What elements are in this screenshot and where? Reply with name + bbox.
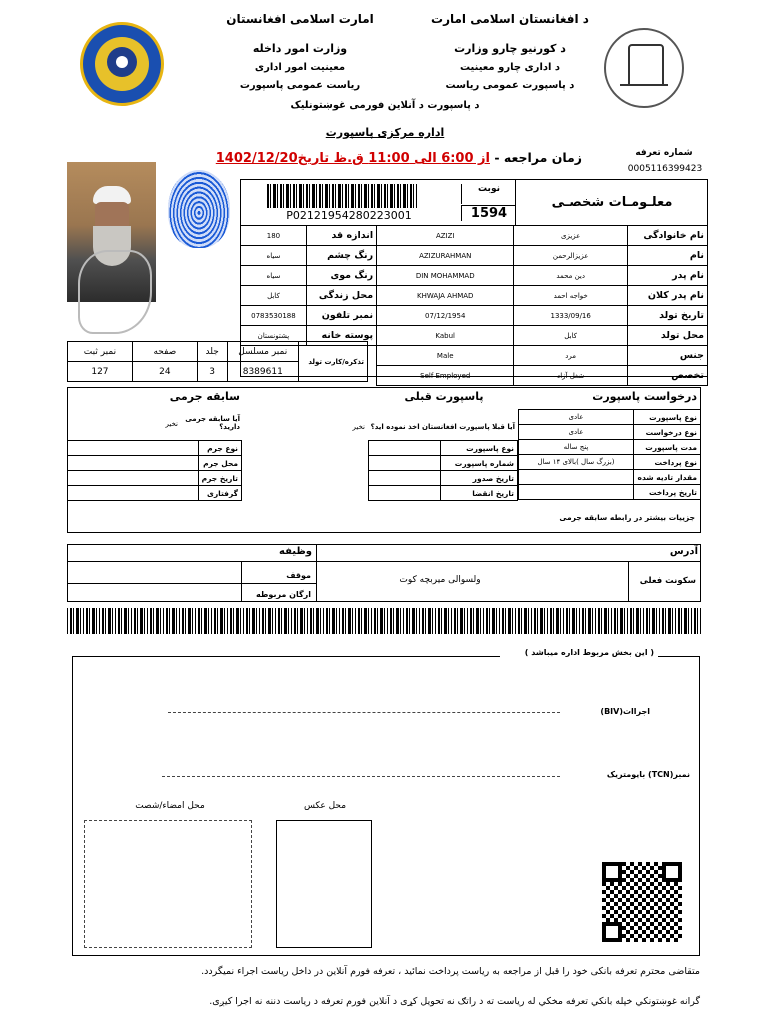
row-label: نوع پاسپورت: [634, 410, 701, 425]
personal-row: [241, 306, 708, 326]
signature-label: محل امضاء/شصت: [135, 801, 205, 811]
registration-barcode: [267, 184, 417, 208]
personal-dari-value: شغل آزاد: [514, 366, 628, 386]
header-right-line2: د اداری چارو معینیت: [459, 62, 561, 73]
photo-placeholder: [276, 820, 372, 948]
personal-latin-value: AZIZURAHMAN: [377, 246, 514, 266]
personal-latin-value: 07/12/1954: [377, 306, 514, 326]
personal-label: نام: [627, 246, 707, 266]
personal-secondary-label: نمبر تلفون: [306, 306, 376, 326]
personal-dari-value: دین محمد: [514, 266, 628, 286]
row-label: نوع پاسپورت: [441, 441, 518, 456]
personal-row: [241, 266, 708, 286]
row-value: [369, 441, 441, 456]
biv-label: اجراات(BIV): [600, 707, 650, 716]
table-row: [519, 455, 701, 470]
job-title: وظیفه: [279, 546, 312, 557]
tcn-label: نمبر(TCN) بایومتریک: [606, 770, 690, 779]
personal-row: [241, 246, 708, 266]
row-label: تاریخ صدور: [441, 471, 518, 486]
personal-secondary-value: سیاه: [241, 246, 307, 266]
ministry-emblem-logo: [80, 22, 164, 106]
personal-secondary-label: پوسته خانه: [306, 326, 376, 346]
personal-dari-value: عزیزالرحمن: [514, 246, 628, 266]
header-left-line3: ریاست عمومی پاسپورت: [239, 80, 361, 91]
table-row: [519, 425, 701, 440]
row-value: پنج ساله: [519, 440, 634, 455]
personal-secondary-label: محل زندگی: [306, 286, 376, 306]
row-value: [369, 471, 441, 486]
footer-line-2: گرانه غوښتونکي خپله بانکي تعرفه مخکي له ریاست ته د راتګ نه تحویل کړی د آنلاین فورم تعرفه د ریاست دننه نه اجرا کیږی.: [209, 996, 700, 1007]
personal-label: نام خانوادگی: [627, 226, 707, 246]
table-row: [519, 485, 701, 500]
personal-label: تاریخ تولد: [627, 306, 707, 326]
appointment-label: زمان مراجعه -: [494, 150, 582, 165]
row-label: نوع جرم: [198, 441, 241, 456]
barcode-text: P02121954280223001: [286, 209, 412, 222]
id-register-no: 127: [68, 362, 133, 382]
personal-dari-value: عزیزی: [514, 226, 628, 246]
row-label: نوع درخواست: [634, 425, 701, 440]
address-title: آدرس: [669, 546, 698, 557]
personal-section-title: معلـومـات شخصـی: [515, 180, 708, 226]
table-row: [68, 456, 242, 471]
table-row: [519, 470, 701, 485]
row-label: تاریخ جرم: [198, 471, 241, 486]
passport-request-title: درخواست پاسپورت: [592, 390, 697, 403]
id-label: تذکره/کارت تولد: [299, 342, 368, 382]
header-left-title: امارت اسلامی افغانستان: [226, 12, 374, 26]
personal-label: تخصص: [627, 366, 707, 386]
id-volume: 3: [197, 362, 227, 382]
row-value: عادی: [519, 425, 634, 440]
tariff-label: شماره تعرفه: [635, 148, 693, 158]
personal-secondary-value: 0783530188: [241, 306, 307, 326]
id-header-serial: نمبر مسلسل: [227, 342, 299, 362]
residence-label: سکونت فعلی: [639, 576, 696, 586]
turn-number: 1594: [461, 205, 516, 221]
personal-secondary-value: سیاه: [241, 266, 307, 286]
form-subtitle: د پاسپورت د آنلاین فورمی غوښتونلیک: [290, 100, 480, 111]
personal-latin-value: AZIZI: [377, 226, 514, 246]
id-serial: 8389611: [227, 362, 299, 382]
personal-secondary-label: رنگ چشم: [306, 246, 376, 266]
turn-label: نوبت: [461, 184, 516, 204]
criminal-details-label: جزییات بیشتر در رابطه سابقه جرمی: [559, 513, 695, 522]
row-value: (بزرگ سال )بالای ۱۴ سال: [519, 455, 634, 470]
personal-secondary-value: پشتونستان: [241, 326, 307, 346]
personal-row: [241, 226, 708, 246]
personal-secondary-label: رنگ موی: [306, 266, 376, 286]
header-left-line1: وزارت امور داخله: [252, 42, 348, 55]
personal-secondary-value: 180: [241, 226, 307, 246]
personal-latin-value: Male: [377, 346, 514, 366]
row-value: [68, 456, 199, 471]
header-right-line1: د کورنیو چارو وزارت: [454, 42, 566, 55]
personal-latin-value: Self Employed: [377, 366, 514, 386]
row-label: محل جرم: [198, 456, 241, 471]
bottom-barcode: [67, 608, 701, 634]
personal-latin-value: DIN MOHAMMAD: [377, 266, 514, 286]
personal-secondary-label: اندازه قد: [306, 226, 376, 246]
appointment-line: [215, 150, 582, 166]
personal-latin-value: KHWAJA AHMAD: [377, 286, 514, 306]
row-label: شماره پاسپورت: [441, 456, 518, 471]
row-label: تاریخ انقضا: [441, 486, 518, 501]
id-header-register-no: نمبر ثبت: [68, 342, 133, 362]
passport-request-table: [518, 409, 701, 500]
row-label: مقدار تادیه شده: [634, 470, 701, 485]
personal-label: جنس: [627, 346, 707, 366]
signature-placeholder: [84, 820, 252, 948]
id-card-table: [67, 341, 368, 382]
personal-label: نام پدر: [627, 266, 707, 286]
row-value: [68, 441, 199, 456]
photo-label: محل عکس: [303, 801, 347, 811]
row-value: [369, 456, 441, 471]
row-label: تاریخ پرداخت: [634, 485, 701, 500]
criminal-table: [67, 440, 242, 501]
table-row: [519, 410, 701, 425]
personal-secondary-value: کابل: [241, 286, 307, 306]
row-label: نوع پرداخت: [634, 455, 701, 470]
id-page: 24: [132, 362, 197, 382]
personal-dari-value: مرد: [514, 346, 628, 366]
row-label: گرفتاری: [198, 486, 241, 501]
personal-dari-value: کابل: [514, 326, 628, 346]
position-label: موقف: [286, 571, 311, 580]
previous-passport-question: آیا قبلا پاسپورت افغانستان اخذ نموده اید؟: [370, 423, 515, 431]
id-header-volume: جلد: [197, 342, 227, 362]
footer-line-1: متقاضی محترم تعرفه بانکی خود را قبل از مراجعه به ریاست پرداخت نمائید ، تعرفه فورم آنلاین در داخل ریاست اجراء نمیگردد.: [201, 966, 700, 977]
row-value: عادی: [519, 410, 634, 425]
personal-label: محل تولد: [627, 326, 707, 346]
qr-code: [602, 862, 682, 942]
personal-row: [241, 286, 708, 306]
office-section-title: ( این بخش مربوط اداره میباشد ): [500, 648, 658, 657]
organization-label: ارگان مربوطه: [256, 590, 311, 599]
residence-value: ولسوالی میربچه کوت: [399, 575, 481, 585]
previous-passport-answer: نخیر: [352, 423, 365, 431]
row-value: [68, 471, 199, 486]
row-value: [519, 485, 634, 500]
appointment-time: از 6:00 الی 11:00 ق.ظ تاریخ1402/12/20: [215, 151, 490, 166]
table-row: [519, 440, 701, 455]
tcn-line: [162, 776, 560, 777]
table-row: [369, 471, 518, 486]
previous-passport-table: [368, 440, 518, 501]
personal-label: نام پدر کلان: [627, 286, 707, 306]
personal-dari-value: 1333/09/16: [514, 306, 628, 326]
table-row: [68, 441, 242, 456]
table-row: [369, 456, 518, 471]
fingerprint-image: [168, 170, 230, 248]
table-row: [369, 441, 518, 456]
header-left-line2: معینیت امور اداری: [254, 62, 346, 73]
personal-latin-value: Kabul: [377, 326, 514, 346]
header-right-line3: د پاسپورت عمومی ریاست: [445, 80, 575, 91]
previous-passport-title: پاسپورت قبلی: [404, 390, 484, 403]
biv-line: [168, 712, 560, 713]
afghanistan-map-watermark: [78, 250, 152, 334]
row-label: مدت پاسپورت: [634, 440, 701, 455]
id-header-page: صفحه: [132, 342, 197, 362]
header-right-title: د افغانستان اسلامی امارت: [431, 12, 589, 26]
row-value: [519, 470, 634, 485]
tariff-number: 0005116399423: [627, 164, 703, 174]
criminal-answer: نخیر: [165, 420, 178, 428]
address-box: [67, 544, 701, 602]
personal-dari-value: خواجه احمد: [514, 286, 628, 306]
criminal-question: آیا سابقه جرمی دارید؟: [185, 415, 240, 431]
row-value: [68, 486, 199, 501]
table-row: [68, 486, 242, 501]
office-name: اداره مرکزی پاسپورت: [325, 126, 445, 139]
table-row: [68, 471, 242, 486]
criminal-title: سابقه جرمی: [169, 390, 240, 403]
row-value: [369, 486, 441, 501]
table-row: [369, 486, 518, 501]
